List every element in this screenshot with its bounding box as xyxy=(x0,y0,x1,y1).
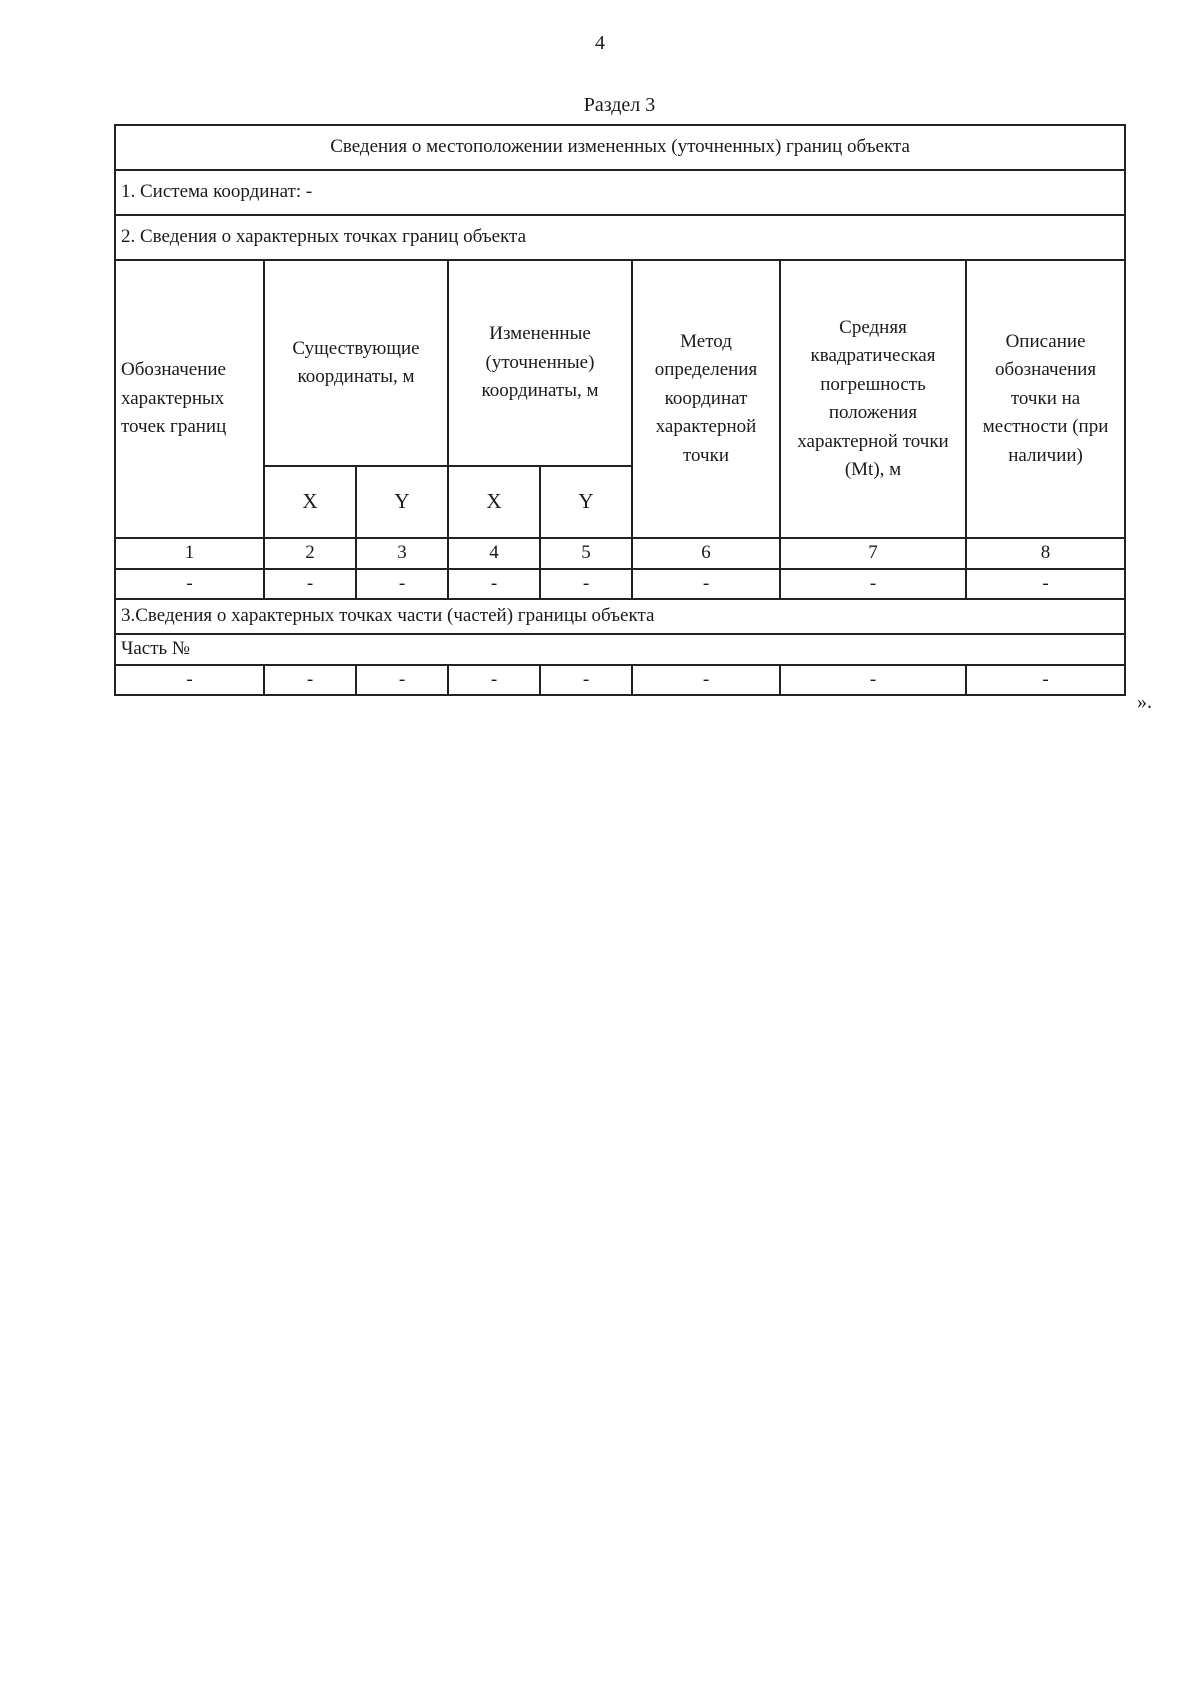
closing-quote-mark: ». xyxy=(1137,691,1152,713)
table-cell: - xyxy=(780,665,966,696)
table-cell: - xyxy=(780,569,966,600)
parts-heading: 3.Сведения о характерных точках части (частей) границы объекта xyxy=(115,599,1125,634)
col-header-existing-coords: Существующие координаты, м xyxy=(264,260,448,466)
sub-header-changed-y: Y xyxy=(540,466,632,538)
table-cell: - xyxy=(966,569,1125,600)
table-cell: - xyxy=(632,665,780,696)
section-title: Раздел 3 xyxy=(583,94,656,116)
column-number: 7 xyxy=(780,538,966,569)
column-number: 1 xyxy=(115,538,264,569)
parts-data-row xyxy=(115,665,1125,696)
table-cell: - xyxy=(540,665,632,696)
points-heading: 2. Сведения о характерных точках границ объекта xyxy=(115,215,1125,260)
part-number-label: Часть № xyxy=(115,634,1125,665)
table-cell: - xyxy=(448,569,540,600)
table-cell: - xyxy=(356,569,448,600)
col-header-changed-coords: Измененные (уточненные) координаты, м xyxy=(448,260,632,466)
table-cell: - xyxy=(448,665,540,696)
page-number: 4 xyxy=(595,32,605,54)
table-cell: - xyxy=(540,569,632,600)
table-title: Сведения о местоположении измененных (уточненных) границ объекта xyxy=(115,125,1125,170)
table-cell: - xyxy=(115,665,264,696)
table-cell: - xyxy=(264,569,356,600)
table-cell: - xyxy=(115,569,264,600)
column-number: 4 xyxy=(448,538,540,569)
coordinate-system: 1. Система координат: - xyxy=(115,170,1125,215)
table-cell: - xyxy=(966,665,1125,696)
table-cell: - xyxy=(264,665,356,696)
points-data-row xyxy=(115,569,1125,600)
table-cell: - xyxy=(356,665,448,696)
col-header-designation: Обозначение характерных точек границ xyxy=(115,260,264,538)
column-number: 8 xyxy=(966,538,1125,569)
col-header-error: Средняя квадратическая погрешность положения характерной точки (Mt), м xyxy=(780,260,966,538)
boundary-points-table xyxy=(114,124,1126,696)
col-header-method: Метод определения координат характерной точки xyxy=(632,260,780,538)
table-cell: - xyxy=(632,569,780,600)
sub-header-existing-y: Y xyxy=(356,466,448,538)
sub-header-changed-x: X xyxy=(448,466,540,538)
column-numbers-row xyxy=(115,538,1125,569)
sub-header-existing-x: X xyxy=(264,466,356,538)
column-number: 5 xyxy=(540,538,632,569)
col-header-description: Описание обозначения точки на местности (при наличии) xyxy=(966,260,1125,538)
column-number: 2 xyxy=(264,538,356,569)
column-number: 6 xyxy=(632,538,780,569)
column-number: 3 xyxy=(356,538,448,569)
